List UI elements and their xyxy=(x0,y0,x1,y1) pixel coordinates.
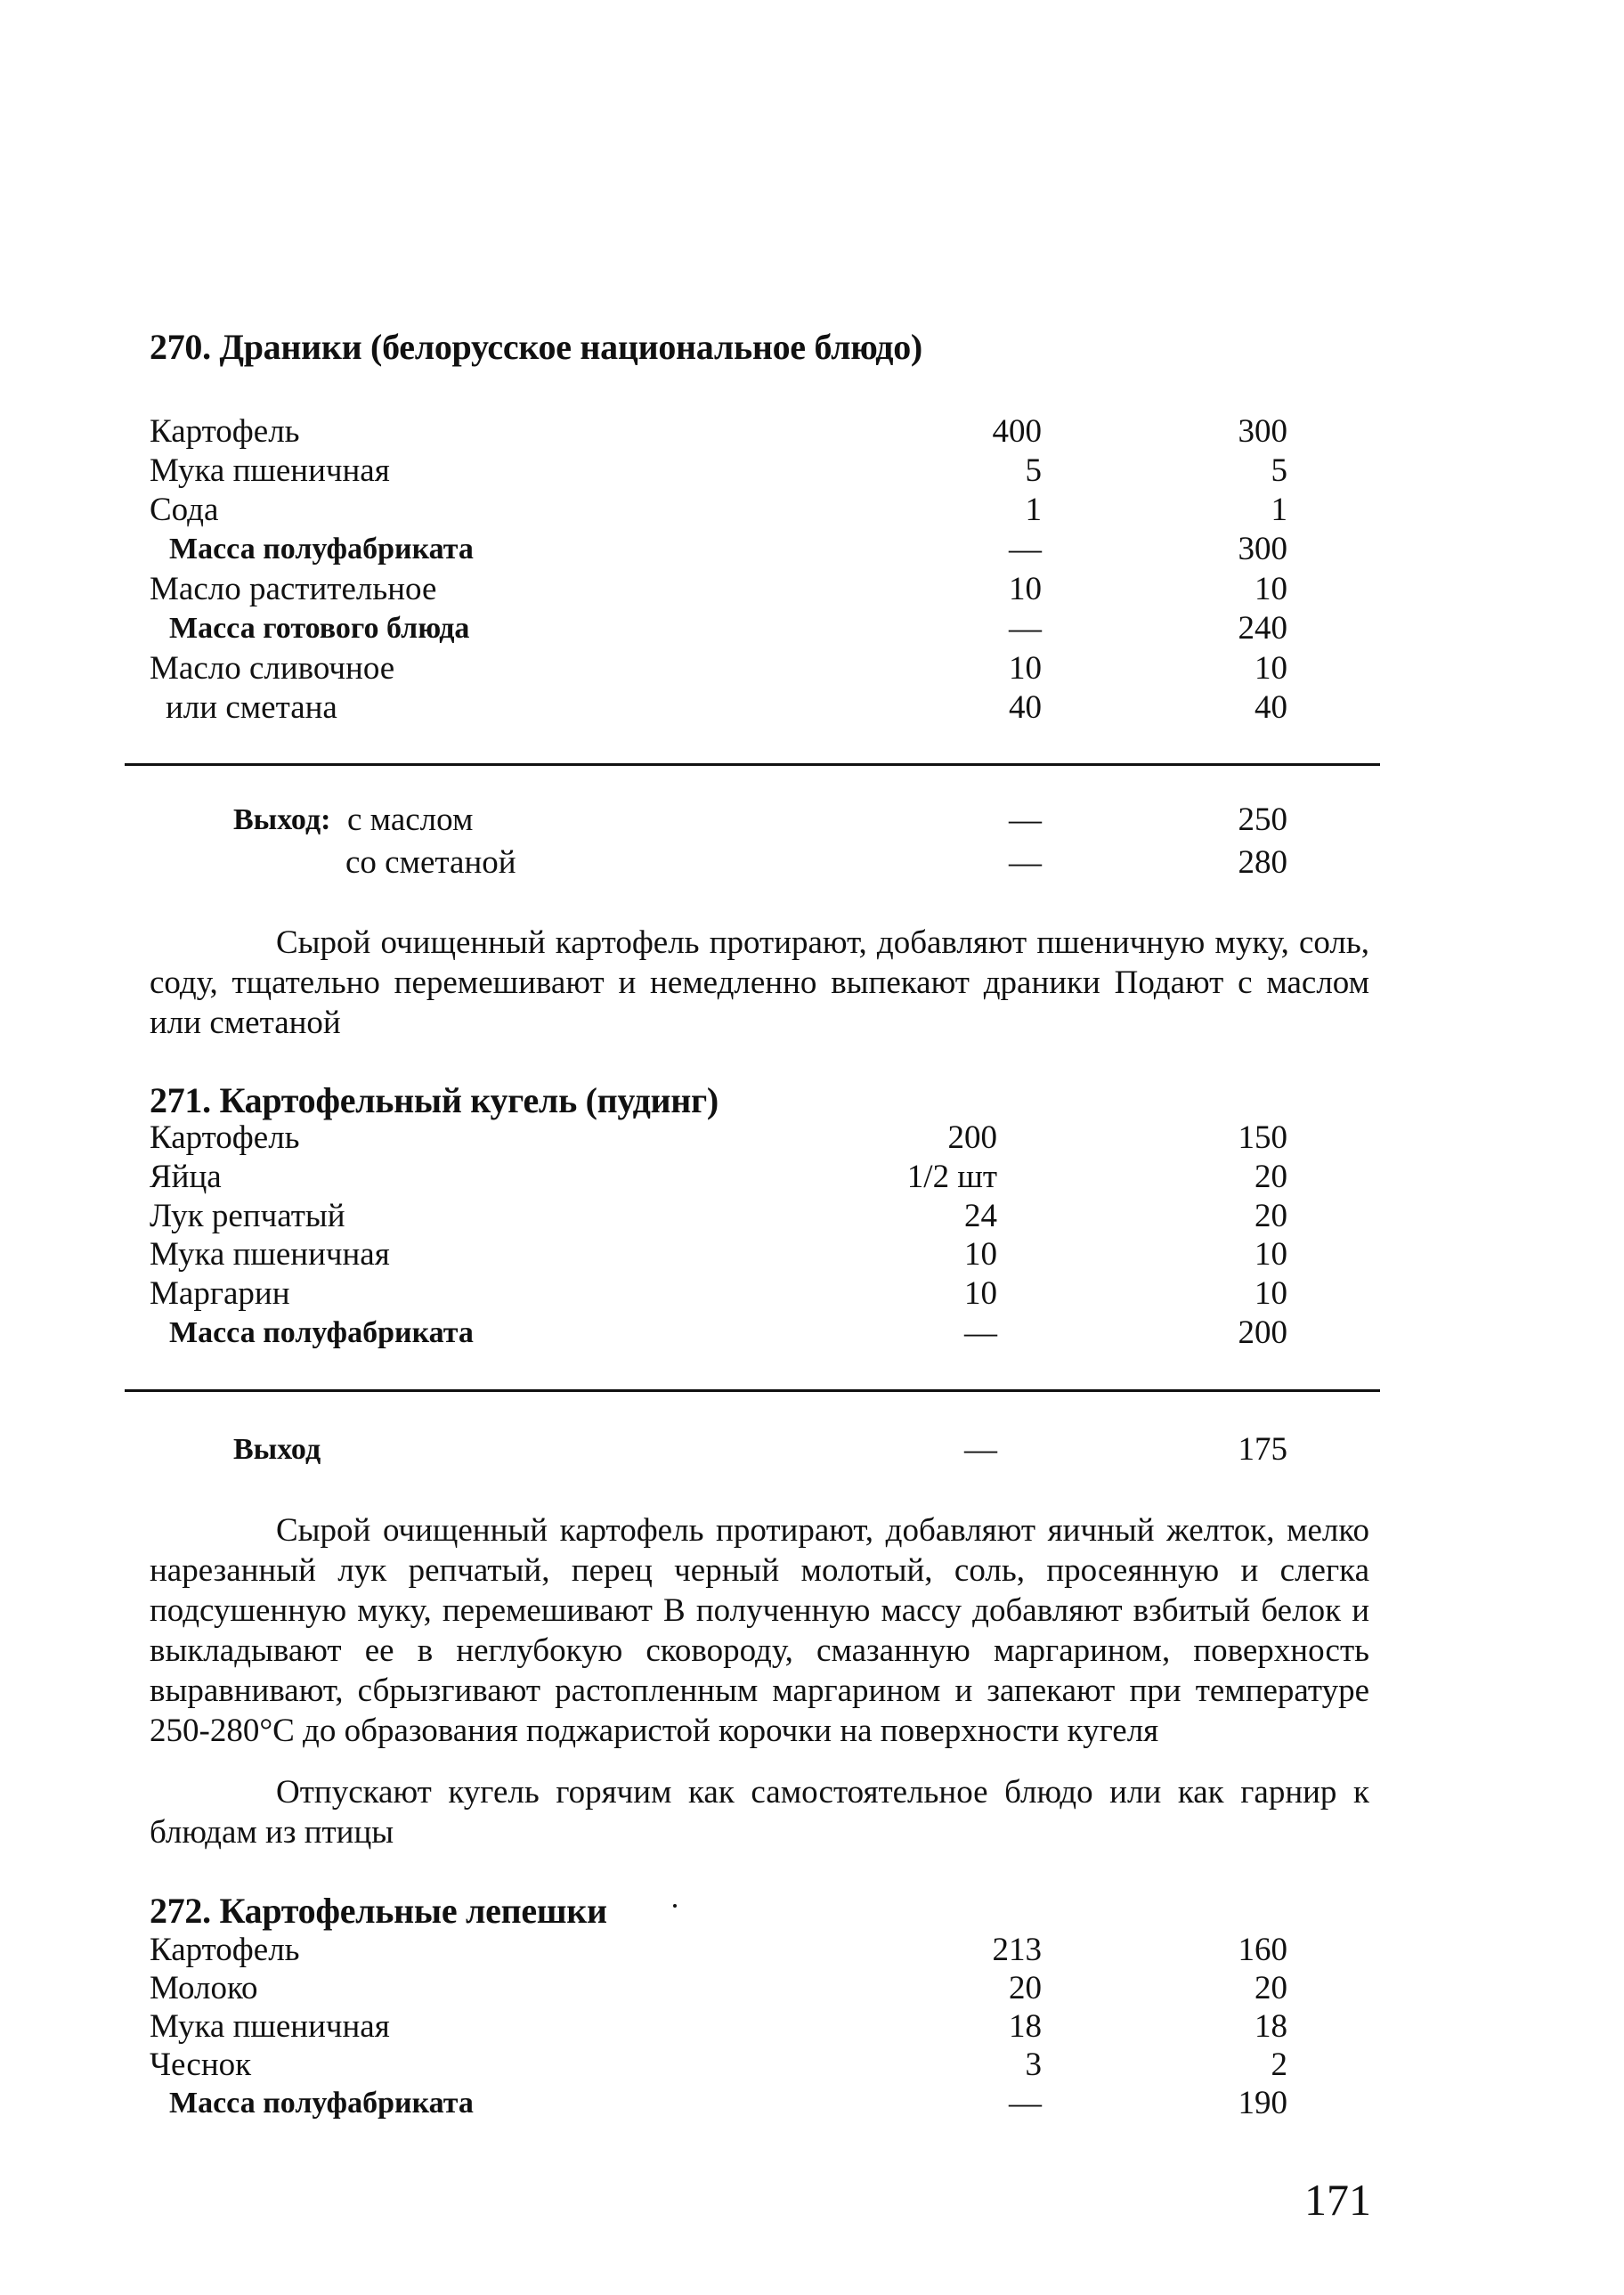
gross-weight: — xyxy=(964,1431,997,1468)
recipe-271-title: 271. Картофельный кугель (пудинг) xyxy=(150,1080,719,1120)
gross-weight: 200 xyxy=(947,1119,997,1156)
gross-weight: 213 xyxy=(992,1932,1042,1968)
ingredient-name: Маргарин xyxy=(150,1275,290,1312)
ingredient-name: Молоко xyxy=(150,1970,258,2006)
net-weight: 200 xyxy=(1238,1314,1287,1351)
print-speck xyxy=(673,1904,677,1908)
ingredient-row xyxy=(0,1119,1624,1158)
recipe-270-title: 270. Драники (белорусское национальное блюдо) xyxy=(150,327,922,367)
gross-weight: 400 xyxy=(992,413,1042,450)
subtotal-row xyxy=(0,1314,1624,1353)
subtotal-row xyxy=(0,609,1624,648)
net-weight: 20 xyxy=(1255,1198,1287,1234)
subtotal-label: Масса полуфабриката xyxy=(169,2087,474,2120)
recipe-271-instructions: Сырой очищенный картофель протирают, добавляют яичный желток, мелко нарезанный лук репчатый, перец черный молотый, соль, просеянную и слегка подсушенную муку, перемешивают В полученную массу добавляют взбитый белок и выкладывают ее в неглубокую сковороду, смазанную маргарином, поверхность выравнивают, сбрызгивают растопленным маргарином и запекают при температуре 250-280°С до образования поджаристой корочки на поверхности кугеля xyxy=(150,1512,1369,1749)
gross-weight: 1 xyxy=(1025,492,1042,528)
page-number: 171 xyxy=(1304,2175,1371,2225)
net-weight: 1 xyxy=(1271,492,1287,528)
yield-row xyxy=(0,842,1624,883)
gross-weight: 24 xyxy=(964,1198,997,1234)
gross-weight: 10 xyxy=(964,1275,997,1312)
table-divider xyxy=(125,1389,1380,1392)
ingredient-row xyxy=(0,452,1624,491)
ingredient-name: Картофель xyxy=(150,1932,300,1968)
subtotal-label: Масса полуфабриката xyxy=(169,533,474,566)
ingredient-row xyxy=(0,1274,1624,1314)
ingredient-row xyxy=(0,491,1624,530)
gross-weight: 18 xyxy=(1009,2008,1042,2045)
ingredient-row xyxy=(0,1931,1624,1970)
ingredient-row xyxy=(0,1969,1624,2008)
ingredient-name: Сода xyxy=(150,492,219,528)
subtotal-row xyxy=(0,2084,1624,2123)
ingredient-row xyxy=(0,1158,1624,1197)
subtotal-label: Масса полуфабриката xyxy=(169,1316,474,1349)
ingredient-name: Масло растительное xyxy=(150,571,437,607)
ingredient-name: Лук репчатый xyxy=(150,1198,345,1234)
gross-weight: 3 xyxy=(1025,2047,1042,2083)
net-weight: 10 xyxy=(1255,1275,1287,1312)
ingredient-row xyxy=(0,2007,1624,2047)
net-weight: 300 xyxy=(1238,531,1287,567)
gross-weight: 40 xyxy=(1009,689,1042,726)
gross-weight: — xyxy=(1009,802,1042,838)
ingredient-row xyxy=(0,1197,1624,1236)
net-weight: 250 xyxy=(1238,802,1287,838)
gross-weight: 1/2 шт xyxy=(906,1159,997,1195)
net-weight: 190 xyxy=(1238,2085,1287,2121)
ingredient-row xyxy=(0,2046,1624,2085)
net-weight: 150 xyxy=(1238,1119,1287,1156)
ingredient-row xyxy=(0,570,1624,609)
net-weight: 10 xyxy=(1255,650,1287,687)
net-weight: 10 xyxy=(1255,571,1287,607)
net-weight: 240 xyxy=(1238,610,1287,647)
gross-weight: — xyxy=(964,1314,997,1351)
net-weight: 10 xyxy=(1255,1236,1287,1273)
ingredient-name: Мука пшеничная xyxy=(150,2008,390,2045)
ingredient-name: Масло сливочное xyxy=(150,650,395,687)
ingredient-name: или сметана xyxy=(166,689,337,726)
gross-weight: 10 xyxy=(1009,571,1042,607)
ingredient-name: Мука пшеничная xyxy=(150,452,390,489)
gross-weight: — xyxy=(1009,610,1042,647)
net-weight: 2 xyxy=(1271,2047,1287,2083)
ingredient-row xyxy=(0,649,1624,688)
net-weight: 300 xyxy=(1238,413,1287,450)
gross-weight: — xyxy=(1009,844,1042,881)
ingredient-row xyxy=(0,1235,1624,1274)
net-weight: 20 xyxy=(1255,1159,1287,1195)
net-weight: 40 xyxy=(1255,689,1287,726)
ingredient-name: Яйца xyxy=(150,1159,222,1195)
gross-weight: — xyxy=(1009,2085,1042,2121)
subtotal-label: Масса готового блюда xyxy=(169,612,470,645)
ingredient-row xyxy=(0,412,1624,452)
recipe-271-serving-note: Отпускают кугель горячим как самостоятельное блюдо или как гарнир к блюдам из птицы xyxy=(150,1774,1369,1851)
gross-weight: 10 xyxy=(964,1236,997,1273)
gross-weight: 5 xyxy=(1025,452,1042,489)
yield-row xyxy=(0,1429,1624,1470)
recipe-270-instructions: Сырой очищенный картофель протирают, добавляют пшеничную муку, соль, соду, тщательно перемешивают и немедленно выпекают драники Подают с маслом или сметаной xyxy=(150,924,1369,1041)
ingredient-name: Картофель xyxy=(150,413,300,450)
gross-weight: — xyxy=(1009,531,1042,567)
gross-weight: 20 xyxy=(1009,1970,1042,2006)
net-weight: 20 xyxy=(1255,1970,1287,2006)
table-divider xyxy=(125,763,1380,766)
ingredient-name: Мука пшеничная xyxy=(150,1236,390,1273)
recipe-272-title: 272. Картофельные лепешки xyxy=(150,1891,607,1931)
net-weight: 280 xyxy=(1238,844,1287,881)
net-weight: 5 xyxy=(1271,452,1287,489)
ingredient-row xyxy=(0,688,1624,728)
yield-label: Выход: xyxy=(233,803,331,836)
gross-weight: 10 xyxy=(1009,650,1042,687)
yield-row xyxy=(0,800,1624,841)
net-weight: 175 xyxy=(1238,1431,1287,1468)
net-weight: 18 xyxy=(1255,2008,1287,2045)
subtotal-row xyxy=(0,530,1624,569)
yield-variant: со сметаной xyxy=(345,844,516,881)
yield-label: Выход xyxy=(233,1433,321,1466)
net-weight: 160 xyxy=(1238,1932,1287,1968)
ingredient-name: Чеснок xyxy=(150,2047,252,2083)
yield-variant: с маслом xyxy=(347,802,474,838)
ingredient-name: Картофель xyxy=(150,1119,300,1156)
